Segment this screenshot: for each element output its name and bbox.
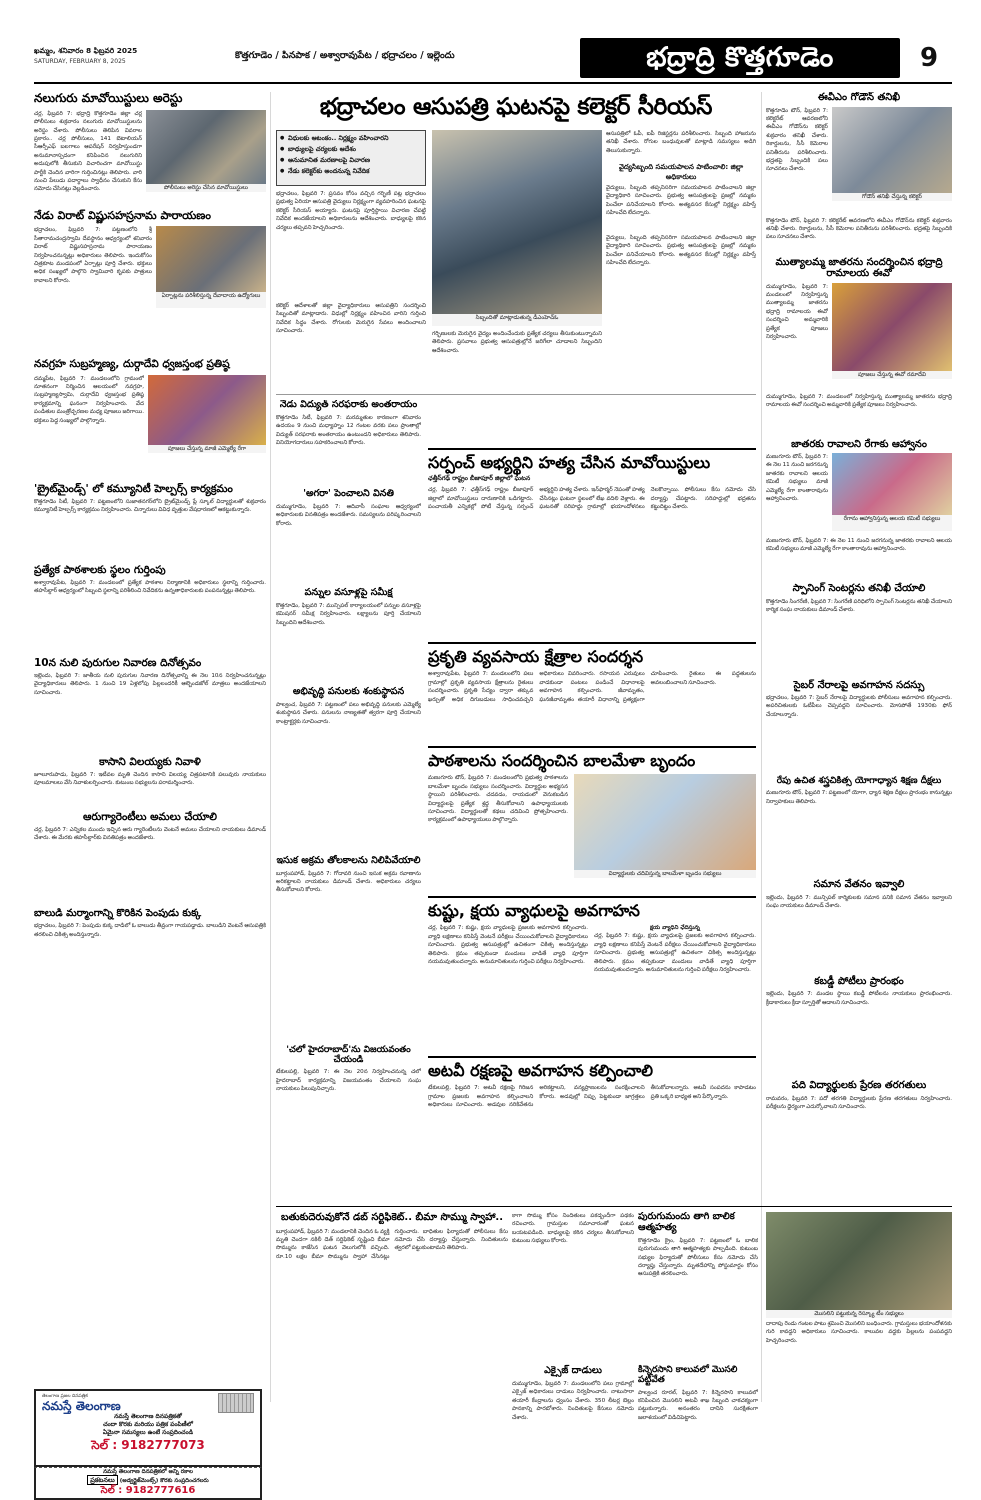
edition-title xyxy=(580,38,900,78)
body-text: దుమ్ముగూడెం, ఫిబ్రవరి 7: ఆదివాసీ సంఘాల ఆధ్వర్యంలో అధికారులకు వినతిపత్రం అందజేశారు. సమస్యలను పరిష్కరించాలని కోరారు. xyxy=(276,503,421,527)
headline: కబడ్డీ పోటీలు ప్రారంభం xyxy=(814,975,904,987)
lead-photo-wrap xyxy=(432,130,602,326)
newspaper-stack-icon xyxy=(218,1393,254,1413)
body-text: దుమ్ముగూడెం, ఫిబ్రవరి 7: మండలంలోని పలు గ్రామాల్లో ఎక్సైజ్ అధికారులు దాడులు నిర్వహించారు. నాటుసారా తయారీ కేంద్రాలను ధ్వంసం చేశారు. 350 లీటర్ల బెల్లం పానకాన్ని పారబోశారు. నిందితులపై కేసులు నమోదు చేశారు. xyxy=(512,1380,634,1421)
body-text: చర్ల, ఫిబ్రవరి 7: కుష్టు, క్షయ వ్యాధులపై ప్రజలకు అవగాహన కల్పించారు. వ్యాధి లక్షణాలు కనిపిస్తే వెంటనే పరీక్షలు చేయించుకోవాలని వైద్యాధికారులు సూచించారు. ప్రభుత్వ ఆసుపత్రుల్లో ఉచితంగా చికిత్స అందిస్తున్నట్లు తెలిపారు. క్రమం తప్పకుండా మందులు వాడితే వ్యాధి పూర్తిగా నయమవుతుందన్నారు. అనుమానితులను గుర్తించి పరీక్షలు నిర్వహించారు. xyxy=(428,925,588,966)
body-text: చర్ల, ఫిబ్రవరి 7: ఎన్నికల ముందు ఇచ్చిన ఆరు గ్యారెంటీలను వెంటనే అమలు చేయాలని నాయకులు డిమాండ్ చేశారు. ఈ మేరకు తహసీల్దార్‌కు వినతిపత్రం అందజేశారు. xyxy=(34,826,266,842)
pooja-photo xyxy=(148,375,266,445)
body-text: కొత్తగూడెం సిటీ, ఫిబ్రవరి 7: మరమ్మతుల కారణంగా శనివారం ఉదయం 9 నుంచి మధ్యాహ్నం 12 గంటల వరకు పలు ప్రాంతాల్లో విద్యుత్ సరఫరాకు అంతరాయం ఉంటుందని అధికారులు తెలిపారు. వినియోగదారులు సహకరించాలని కోరారు. xyxy=(276,414,421,447)
lead-body-4: వైద్యులు, సిబ్బంది తప్పనిసరిగా సమయపాలన పాటించాలని జిల్లా వైద్యాధికారి సూచించారు. ప్రభుత్వ ఆసుపత్రులపై ప్రజల్లో నమ్మకం పెంచేలా పనిచేయాలని కోరారు. అత్యవసర కేసుల్లో నిర్లక్ష్యం వహిస్తే సహించేది లేదన్నారు. xyxy=(606,185,756,217)
photo-caption: పూజలు చేస్తున్న మాజీ ఎమ్మెల్యే రేగా xyxy=(148,445,266,453)
lead-subhead: వైద్యసిబ్బంది సమయపాలన పాటించాలి: జిల్లా అధికారులు xyxy=(618,163,744,181)
headline: స్పానింగ్ సెంటర్లను తనిఖీ చేయాలి xyxy=(792,583,926,594)
story-maoists-arrest xyxy=(34,92,266,198)
lead-body-5: గర్భిణులకు మెరుగైన వైద్యం అందించేందుకు ప్రత్యేక చర్యలు తీసుకుంటున్నామని తెలిపారు. ప్రసవాలు ప్రభుత్వ ఆసుపత్రుల్లోనే జరిగేలా చూడాలని సిబ్బందిని ఆదేశించారు. xyxy=(432,331,602,354)
body-text: ఇల్లెందు, ఫిబ్రవరి 7: మండల స్థాయి కబడ్డీ పోటీలను నాయకులు ప్రారంభించారు. క్రీడాకారులు క్రీడా స్ఫూర్తితో ఆడాలని సూచించారు. xyxy=(766,991,952,1006)
maoists-photo xyxy=(146,110,266,184)
ad-line1: నమస్తే తెలంగాణ దినపత్రికతో xyxy=(114,1413,182,1420)
body-text: మణుగూరు టౌన్, ఫిబ్రవరి 7: ఈ నెల 11 నుంచి జరగనున్న జాతరకు రావాలని ఆలయ కమిటీ సభ్యులు మాజీ ఎమ్మెల్యే రేగా కాంతారావును ఆహ్వానించారు. xyxy=(766,454,828,503)
masthead-rule xyxy=(34,82,952,84)
body-text: అశ్వారావుపేట, ఫిబ్రవరి 7: మండలంలో ప్రత్యేక పాఠశాల నిర్మాణానికి అధికారులు స్థలాన్ని గుర్తించారు. తహసీల్దార్ ఆధ్వర్యంలో సిబ్బంది స్థలాన్ని పరిశీలించి నివేదికను ఉన్నతాధికారులకు పంపనున్నట్లు తెలిపారు. xyxy=(34,579,266,595)
headline: సర్పంచ్ అభ్యర్థిని హత్య చేసిన మావోయిస్టులు xyxy=(428,453,711,472)
headline: ఎక్సైజ్ దాడులు xyxy=(544,1365,602,1376)
headline: పది విద్యార్థులకు ప్రేరణ తరగతులు xyxy=(791,1080,927,1092)
body-text: దుమ్ముగూడెం, ఫిబ్రవరి 7: మండలంలో నిర్వహిస్తున్న ముత్యాలమ్మ జాతరను భద్రాద్రి రామాలయ ఈవో సందర్శించి అమ్మవారికి ప్రత్యేక పూజలు నిర్వహించారు. xyxy=(766,393,952,408)
subhead-box xyxy=(606,130,756,230)
edition-title-text: భద్రాద్రి కొత్తగూడెం xyxy=(646,42,834,73)
headline: కాసాని విలయ్యకు నివాళి xyxy=(99,755,201,768)
lead-body-2: కలెక్టర్ ఆదేశాలతో జిల్లా వైద్యాధికారులు ఆసుపత్రిని సందర్శించి సిబ్బందితో మాట్లాడారు. విధుల్లో నిర్లక్ష్యం వహించిన వారిని గుర్తించి నివేదిక సిద్ధం చేశారు. రోగులకు మెరుగైన సేవలు అందించాలని సూచించారు. xyxy=(276,303,426,335)
story-forest xyxy=(428,1056,756,1168)
divider xyxy=(270,92,271,1402)
headline: ఈవీఎం గోడౌన్ తనిఖీ xyxy=(817,92,901,103)
body-text: కాగా సొమ్ము కోసం నిందితులు పకడ్బందీగా పథకం రచించారు. గ్రామస్తుల సమాచారంతో ఘటన బయటపడింది. బాధ్యులపై కఠిన చర్యలు తీసుకోవాలని కుటుంబ సభ్యులు కోరారు. xyxy=(512,1213,634,1245)
photo-caption: పోలీసులు అరెస్టు చేసిన మావోయిస్టులు xyxy=(146,184,266,192)
headline: బతుకుదెరువుకోనే డబ్ సర్టిఫికెట్.. బీమా సొమ్ము స్వాహా.. xyxy=(280,1212,504,1223)
ad-phone2: సెల్ : 9182777616 xyxy=(100,1485,196,1496)
story-girl-suicide xyxy=(638,1212,758,1498)
crocodile-photo xyxy=(766,1212,952,1310)
body-text: భద్రాచలం, ఫిబ్రవరి 7: పట్టణంలోని శ్రీ సీతారామచంద్రస్వామి దేవస్థానం ఆధ్వర్యంలో శనివారం విరాట్ విష్ణుసహస్రనామ పారాయణం నిర్వహించనున్నట్లు అధికారులు తెలిపారు. ఇందుకోసం చిత్రకూట మండపంలో ఏర్పాట్లు పూర్తి చేశారు. భక్తులు అధిక సంఖ్యలో పాల్గొని స్వామివారి కృపకు పాత్రులు కావాలని కోరారు. xyxy=(34,227,152,284)
lead-body-3: ఆసుపత్రిలో ఓపీ, ఐపీ రిజిస్టర్లను పరిశీలించారు. సిబ్బంది హాజరును తనిఖీ చేశారు. రోగుల బంధువులతో మాట్లాడి సమస్యలు అడిగి తెలుసుకున్నారు. xyxy=(606,131,756,154)
dateline: ఖమ్మం, శనివారం 8 ఫిబ్రవరి 2025 xyxy=(34,46,138,55)
headline: 10న నులి పురుగుల నివారణ దినోత్సవం xyxy=(34,656,202,669)
ad-line4: నమస్తే తెలంగాణ దినపత్రికలో అన్ని రకాల xyxy=(103,1469,193,1475)
ad-phone1: సెల్ : 9182777073 xyxy=(91,1438,205,1452)
body-text: కొత్తగూడెం టౌన్, ఫిబ్రవరి 7: కలెక్టరేట్ ఆవరణలోని ఈవీఎం గోడౌన్‌ను కలెక్టర్ శుక్రవారం తనిఖీ చేశారు. రికార్డులను, సీసీ కెమెరాల పనితీరును పరిశీలించారు. భద్రతపై సిబ్బందికి పలు సూచనలు చేశారు. xyxy=(766,217,952,241)
body-text: కొత్తగూడెం టౌన్, ఫిబ్రవరి 7: కలెక్టరేట్ ఆవరణలోని ఈవీఎం గోడౌన్‌ను కలెక్టర్ శుక్రవారం తనిఖీ చేశారు. రికార్డులను, సీసీ కెమెరాల పనితీరును పరిశీలించారు. భద్రతపై సిబ్బందికి పలు సూచనలు చేశారు. xyxy=(766,107,828,173)
headline: సమాన వేతనం ఇవ్వాలి xyxy=(813,879,905,891)
briefs-column xyxy=(276,400,421,1240)
body-text: దుమ్ముగూడెం, ఫిబ్రవరి 7: మండలంలో నిర్వహిస్తున్న ముత్యాలమ్మ జాతరను భద్రాద్రి రామాలయ ఈవో సందర్శించి అమ్మవారికి ప్రత్యేక పూజలు నిర్వహించారు. xyxy=(766,283,828,340)
headline: 'అగరా' పెంచాలని వినతి xyxy=(303,487,394,499)
ad-line5-boxed: ప్రకటనలు xyxy=(87,1475,117,1485)
body-text: కొత్తగూడెం క్రైం, ఫిబ్రవరి 7: పట్టణంలో ఓ బాలిక పురుగుమందు తాగి ఆత్మహత్యకు పాల్పడింది. కుటుంబ సభ్యుల ఫిర్యాదుతో పోలీసులు కేసు నమోదు చేసి దర్యాప్తు చేస్తున్నారు. మృతదేహాన్ని పోస్టుమార్టం కోసం ఆసుపత్రికి తరలించారు. xyxy=(638,1237,758,1278)
photo-caption: రేగాను ఆహ్వానిస్తున్న ఆలయ కమిటీ సభ్యులు xyxy=(832,515,952,531)
headline: సైబర్ నేరాలపై అవగాహన సదస్సు xyxy=(793,679,925,691)
headline: అభివృద్ధి పనులకు శంకుస్థాపన xyxy=(292,685,405,697)
page-number: 9 xyxy=(919,43,939,73)
body-text: టేకులపల్లి, ఫిబ్రవరి 7: అటవీ రక్షణపై గిరిజన గ్రామాల ప్రజలకు అవగాహన కల్పించాలని అధికారులు సూచించారు. అడవుల నరికివేతను అరికట్టాలని, వన్యప్రాణులను సంరక్షించాలని కోరారు. అడవుల్లో నిప్పు పెట్టకుండా జాగ్రత్తలు తీసుకోవాలన్నారు. అటవీ సంపదను కాపాడటం ప్రతి ఒక్కరి బాధ్యత అని పేర్కొన్నారు. xyxy=(428,1085,756,1109)
story-leprosy-tb xyxy=(428,896,756,1052)
headline: రేపు ఉచిత శస్త్రచికిత్స యోగాధ్యాన శిక్షణ దీక్షలు xyxy=(776,776,942,786)
jathara-photo xyxy=(832,283,952,371)
body-text: బూర్గంపహాడ్, ఫిబ్రవరి 7: గోదావరి నుంచి ఇసుక అక్రమ రవాణాను అరికట్టాలని నాయకులు డిమాండ్ చేశారు. అధికారులు చర్యలు తీసుకోవాలని కోరారు. xyxy=(276,870,421,894)
insurance-fraud-cont xyxy=(512,1212,634,1498)
headline: అటవీ రక్షణపై అవగాహన కల్పించాలి xyxy=(428,1061,654,1080)
headline: 'బ్రైట్‌మైండ్స్' లో కమ్యూనిటీ హెల్పర్స్ కార్యక్రమం xyxy=(34,482,233,495)
photo-caption: ఏర్పాట్లను పరిశీలిస్తున్న దేవాదాయ ఉద్యోగులు xyxy=(156,292,266,308)
masthead xyxy=(0,0,981,88)
ad-brand: నమస్తే తెలంగాణ xyxy=(42,1398,121,1413)
invitation-photo xyxy=(832,453,952,515)
ad-line5-rest: (అడ్వర్టైజ్‌మెంట్స్) కొరకు సంప్రదించగలరు xyxy=(119,1478,209,1484)
bottom-rule xyxy=(276,1206,952,1207)
photo-caption: సిబ్బందితో మాట్లాడుతున్న డీఎంహెచ్‌ఓ xyxy=(432,314,602,326)
story-vishnu-sahasranama xyxy=(34,210,266,351)
edition-places: కొత్తగూడెం / పినపాక / అశ్వారావుపేట / భద్రాచలం / ఇల్లెందు xyxy=(235,50,455,61)
body-text: పాల్వంచ రూరల్, ఫిబ్రవరి 7: కిన్నెరసాని కాలువలో కనిపించిన మొసలిని అటవీ శాఖ సిబ్బంది చాకచక్యంగా పట్టుకున్నారు. అనంతరం దానిని సురక్షితంగా జలాశయంలో విడిచిపెట్టారు. xyxy=(638,1389,758,1421)
body-text: ఇల్లెందు, ఫిబ్రవరి 7: జాతీయ నులి పురుగుల నివారణ దినోత్సవాన్ని ఈ నెల 10న నిర్వహించనున్నట్లు వైద్యాధికారులు తెలిపారు. 1 నుంచి 19 ఏళ్లలోపు పిల్లలందరికీ ఆల్బెండజోల్ మాత్రలు అందజేయాలని సూచించారు. xyxy=(34,672,266,696)
body-text: కొత్తగూడెం, ఫిబ్రవరి 7: మున్సిపల్ కార్యాలయంలో పన్నుల వసూళ్లపై కమిషనర్ సమీక్ష నిర్వహించారు. లక్ష్యాలను పూర్తి చేయాలని సిబ్బందిని ఆదేశించారు. xyxy=(276,602,421,626)
subhead: ఛత్తీస్‌గఢ్ రాష్ట్రం బీజాపూర్ జిల్లాలో ఘటన xyxy=(428,475,531,483)
right-column xyxy=(766,92,952,1202)
body-text: టేకులపల్లి, ఫిబ్రవరి 7: ఈ నెల 20న నిర్వహించనున్న చలో హైదరాబాద్ కార్యక్రమాన్ని విజయవంతం చేయాలని సంఘ నాయకులు పిలుపునిచ్చారు. xyxy=(276,1069,421,1093)
lead-headline: భద్రాచలం ఆసుపత్రి ఘటనపై కలెక్టర్ సీరియస్ xyxy=(319,94,713,120)
headline: కుష్టు, క్షయ వ్యాధులపై అవగాహన xyxy=(428,901,640,920)
lead-photo xyxy=(432,130,602,314)
body-text: ఇల్లెందు, ఫిబ్రవరి 7: మున్సిపల్ కార్మికులకు సమాన పనికి సమాన వేతనం ఇవ్వాలని సంఘ నాయకులు డిమాండ్ చేశారు. xyxy=(766,894,952,910)
ad-line3: ఏమైనా సమస్యలు ఉంటే సంప్రదించండి xyxy=(102,1429,194,1436)
headline: జాతరకు రావాలని రేగాకు ఆహ్వానం xyxy=(791,438,927,450)
body-text: బూర్గంపహాడ్, ఫిబ్రవరి 7: మండలానికి చెందిన ఓ వ్యక్తి మృతి చెందగా నకిలీ డెత్ సర్టిఫికెట్ సృష్టించి బీమా సొమ్మును కాజేసిన ఘటన వెలుగులోకి వచ్చింది. రూ.10 లక్షల బీమా సొమ్మును స్వాహా చేసినట్లు గుర్తించారు. బాధితుల ఫిర్యాదుతో పోలీసులు కేసు నమోదు చేసి దర్యాప్తు చేస్తున్నారు. నిందితులను త్వరలో పట్టుకుంటామని తెలిపారు. xyxy=(276,1228,508,1260)
headline: ఆరుగ్యారెంటీలు అమలు చేయాలి xyxy=(83,810,217,823)
headline: నలుగురు మావోయిస్టులు అరెస్టు xyxy=(34,92,183,105)
headline: పాఠశాలను సందర్శించిన బాలమేళా బృందం xyxy=(428,751,696,770)
crocodile-rescue xyxy=(766,1212,952,1498)
highlight-3: ● అనుమానిత మరణాలపై విచారణ xyxy=(280,155,422,166)
ad-line2: చందా కొరకు మరియు పత్రిక పంపిణీలో xyxy=(103,1421,193,1428)
body-text: రామవరం, ఫిబ్రవరి 7: పదో తరగతి విద్యార్థులకు ప్రేరణ తరగతులు నిర్వహించారు. పరీక్షలను ధైర్యంగా ఎదుర్కోవాలని సూచించారు. xyxy=(766,1095,952,1111)
headline: ఇసుక అక్రమ తోలకాలను నిలిపివేయాలి xyxy=(276,854,421,866)
headline: కిన్నెరసాని కాలువలో మొసలి పట్టివేత xyxy=(638,1364,738,1386)
headline: ప్రత్యేక పాఠశాలకు స్థలం గుర్తింపు xyxy=(34,563,166,576)
body-text: దమ్మపేట, ఫిబ్రవరి 7: మండలంలోని గ్రామంలో నూతనంగా నిర్మించిన ఆలయంలో నవగ్రహ, సుబ్రహ్మణ్యస్వామి, దుర్గాదేవి ధ్వజస్తంభ ప్రతిష్ఠ కార్యక్రమాన్ని ఘనంగా నిర్వహించారు. వేద పండితుల మంత్రోచ్ఛరణల మధ్య పూజలు జరిగాయి. భక్తులు పెద్ద సంఖ్యలో పాల్గొన్నారు. xyxy=(34,375,144,424)
highlights-box xyxy=(276,130,426,186)
dateline-en: SATURDAY, FEBRUARY 8, 2025 xyxy=(34,58,126,65)
body-text: చర్ల, ఫిబ్రవరి 7: భద్రాద్రి కొత్తగూడెం జిల్లా చర్ల పోలీసులు శుక్రవారం నలుగురు మావోయిస్టులను అరెస్టు చేశారు. పోలీసులు తెలిపిన వివరాల ప్రకారం.. చర్ల పోలీసులు, 141 బెటాలియన్ సీఆర్పీఎఫ్ బలగాలు ఆపరేషన్ నిర్వహిస్తుండగా అనుమానాస్పదంగా కనిపించిన నలుగురిని అదుపులోకి తీసుకుని విచారించగా మావోయిస్టు పార్టీకి చెందిన వారిగా గుర్తించినట్లు తెలిపారు. వారి నుంచి పేలుడు పదార్థాలు స్వాధీనం చేసుకుని కేసు నమోదు చేసినట్లు వెల్లడించారు. xyxy=(34,110,142,193)
story-balamela xyxy=(428,746,756,892)
photo-caption: మొసలిని పట్టుకున్న రెస్క్యూ టీం సభ్యులు xyxy=(766,1310,952,1318)
body-text: జూలూరుపాడు, ఫిబ్రవరి 7: ఇటీవల మృతి చెందిన కాసాని విలయ్య చిత్రపటానికి పలువురు నాయకులు పూలమాలలు వేసి నివాళులర్పించారు. కుటుంబ సభ్యులను పరామర్శించారు. xyxy=(34,771,266,787)
lead-story xyxy=(276,92,756,446)
body-text: మణుగూరు టౌన్, ఫిబ్రవరి 7: ఈ నెల 11 నుంచి జరగనున్న జాతరకు రావాలని ఆలయ కమిటీ సభ్యులు మాజీ ఎమ్మెల్యే రేగా కాంతారావును ఆహ్వానించారు. xyxy=(766,538,952,553)
headline: నేడు విద్యుత్ సరఫరాకు అంతరాయం xyxy=(279,400,418,410)
photo-caption: విద్యార్థులకు చదివిస్తున్న బాలమేళా బృందం సభ్యులు xyxy=(574,870,756,878)
highlight-4: ● నేడు కలెక్టర్‌కు అందనున్న నివేదిక xyxy=(280,166,422,177)
body-text: అశ్వారావుపేట, ఫిబ్రవరి 7: మండలంలోని పలు గ్రామాల్లో ప్రకృతి వ్యవసాయ క్షేత్రాలను రైతులు సందర్శించారు. ప్రకృతి సేద్యం ద్వారా తక్కువ ఖర్చుతో అధిక దిగుబడులు సాధించవచ్చని అధికారులు వివరించారు. రసాయన ఎరువులు వాడకుండా పంటలు పండించే విధానాలపై అవగాహన కల్పించారు. జీవామృతం, ఘనజీవామృతం తయారీ విధానాన్ని ప్రత్యక్షంగా చూపించారు. రైతులు ఈ పద్ధతులను అవలంబించాలని సూచించారు. xyxy=(428,671,756,703)
lead-body-1: భద్రాచలం, ఫిబ్రవరి 7: ప్రసవం కోసం వచ్చిన గర్భిణీ పట్ల భద్రాచలం ప్రభుత్వ ఏరియా ఆసుపత్రి వైద్యులు నిర్లక్ష్యంగా వ్యవహరించిన ఘటనపై కలెక్టర్ సీరియస్ అయ్యారు. ఘటనపై పూర్తిస్థాయి విచారణ చేపట్టి నివేదిక అందజేయాలని అధికారులను ఆదేశించారు. బాధ్యులపై కఠిన చర్యలు తప్పవని హెచ్చరించారు. xyxy=(276,191,426,231)
evm-godown-photo xyxy=(832,107,952,193)
lead-rule xyxy=(276,394,756,395)
body-text: దాదాపు రెండు గంటల పాటు శ్రమించి మొసలిని బంధించారు. గ్రామస్తులు భయాందోళనకు గురి కావద్దని అధికారులు సూచించారు. కాలువల వద్దకు పిల్లలను పంపవద్దని హెచ్చరించారు. xyxy=(766,1321,952,1344)
highlight-1: ● విధులకు ఆటంకం.. నిర్లక్ష్యం వహించారని xyxy=(280,133,422,144)
headline: ప్రకృతి వ్యవసాయ క్షేత్రాల సందర్శన xyxy=(428,647,644,666)
photo-caption: గోడౌన్ తనిఖీ చేస్తున్న కలెక్టర్ xyxy=(832,193,952,201)
headline: పన్నుల వసూళ్లపై సమీక్ష xyxy=(304,586,393,598)
temple-photo xyxy=(156,226,266,292)
classroom-photo xyxy=(574,774,756,870)
photo-caption: క్షయ వ్యాధిని ఛేదిస్తున్న xyxy=(650,925,700,932)
ad-tagline: తెలంగాణ ప్రజల దినపత్రిక xyxy=(42,1393,88,1399)
headline: నవగ్రహ సుబ్రహ్మణ్య, దుర్గాదేవి ధ్వజస్తంభ ప్రతిష్ఠ xyxy=(34,358,230,371)
left-column xyxy=(34,92,266,1384)
body-text: మణుగూరు టౌన్, ఫిబ్రవరి 7: మండలంలోని ప్రభుత్వ పాఠశాలను బాలమేళా బృందం సభ్యులు సందర్శించారు. విద్యార్థుల అభ్యసన స్థాయిని పరిశీలించారు. చదవడం, రాయడంలో వెనుకబడిన విద్యార్థులపై ప్రత్యేక శ్రద్ధ తీసుకోవాలని ఉపాధ్యాయులకు సూచించారు. విద్యార్థులతో కథలు చదివించి ప్రోత్సహించారు. కార్యక్రమంలో ఉపాధ్యాయులు పాల్గొన్నారు. xyxy=(428,775,568,824)
body-text: కొత్తగూడెం సిటీ, ఫిబ్రవరి 7: పట్టణంలోని సుజాతనగర్‌లోని బ్రైట్‌మైండ్స్ ప్లే స్కూల్ విద్యార్థులతో శుక్రవారం కమ్యూనిటీ హెల్పర్స్ కార్యక్రమం నిర్వహించారు. చిన్నారులు వివిధ వృత్తుల వేషధారణలో ఆకట్టుకున్నారు. xyxy=(34,498,266,513)
headline: ముత్యాలమ్మ జాతరను సందర్శించిన భద్రాద్రి రామాలయ ఈవో xyxy=(775,256,943,279)
namaste-telangana-ad xyxy=(34,1389,262,1467)
body-text: చర్ల, ఫిబ్రవరి 7: ఛత్తీస్‌గఢ్ రాష్ట్రం బీజాపూర్ జిల్లాలో మావోయిస్టులు దారుణానికి ఒడిగట్టారు. పంచాయతీ ఎన్నికల్లో పోటీ చేస్తున్న సర్పంచ్ అభ్యర్థిని హత్య చేశారు. ఇన్‌ఫార్మర్ నెపంతో హత్య చేసినట్లు ఘటనా స్థలంలో లేఖ వదిలి వెళ్లారు. ఈ ఘటనతో సరిహద్దు గ్రామాల్లో భయాందోళనలు నెలకొన్నాయి. పోలీసులు కేసు నమోదు చేసి దర్యాప్తు చేపట్టారు. సరిహద్దుల్లో భద్రతను కట్టుదిట్టం చేశారు. xyxy=(428,487,756,511)
body-text: చర్ల, ఫిబ్రవరి 7: కుష్టు, క్షయ వ్యాధులపై ప్రజలకు అవగాహన కల్పించారు. వ్యాధి లక్షణాలు కనిపిస్తే వెంటనే పరీక్షలు చేయించుకోవాలని వైద్యాధికారులు సూచించారు. ప్రభుత్వ ఆసుపత్రుల్లో ఉచితంగా చికిత్స అందిస్తున్నట్లు తెలిపారు. క్రమం తప్పకుండా మందులు వాడితే వ్యాధి పూర్తిగా నయమవుతుందన్నారు. అనుమానితులను గుర్తించి పరీక్షలు నిర్వహించారు. xyxy=(594,933,756,974)
headline: నేడు విరాట్ విష్ణుసహస్రనామ పారాయణం xyxy=(34,208,211,222)
body-text: కొత్తగూడెం సింగరేణి, ఫిబ్రవరి 7: సింగరేణి పరిధిలోని స్పానింగ్ సెంటర్లను తనిఖీ చేయాలని కార్మిక సంఘ నాయకులు డిమాండ్ చేశారు. xyxy=(766,598,952,613)
body-text: భద్రాచలం, ఫిబ్రవరి 7: పెంపుడు కుక్క దాడిలో ఓ బాలుడు తీవ్రంగా గాయపడ్డాడు. బాలుడిని వెంటనే ఆసుపత్రికి తరలించి చికిత్స అందిస్తున్నారు. xyxy=(34,923,266,938)
body-text: భద్రాచలం, ఫిబ్రవరి 7: సైబర్ నేరాలపై విద్యార్థులకు పోలీసులు అవగాహన కల్పించారు. అపరిచితులకు ఓటీపీలు చెప్పవద్దని సూచించారు. మోసపోతే 1930కు ఫోన్ చేయాలన్నారు. xyxy=(766,695,952,718)
headline: బాలుడి మర్మాంగాన్ని కొరికిన పెంపుడు కుక్క xyxy=(34,907,202,919)
story-natural-farming xyxy=(428,642,756,742)
story-dhwajasthambham xyxy=(34,358,266,474)
body-text: పాల్వంచ, ఫిబ్రవరి 7: పట్టణంలో పలు అభివృద్ధి పనులకు ఎమ్మెల్యే శంకుస్థాపన చేశారు. పనులను నాణ్యతతో త్వరగా పూర్తి చేయాలని కాంట్రాక్టర్లకు సూచించారు. xyxy=(276,701,421,725)
headline: 'చలో హైదరాబాద్'ను విజయవంతం చేయండి xyxy=(286,1044,411,1065)
lead-body-6: వైద్యులు, సిబ్బంది తప్పనిసరిగా సమయపాలన పాటించాలని జిల్లా వైద్యాధికారి సూచించారు. ప్రభుత్వ ఆసుపత్రులపై ప్రజల్లో నమ్మకం పెంచేలా పనిచేయాలని కోరారు. అత్యవసర కేసుల్లో నిర్లక్ష్యం వహిస్తే సహించేది లేదన్నారు. xyxy=(606,235,756,267)
namaste-telangana-ad-2 xyxy=(34,1467,262,1500)
story-sarpanch xyxy=(428,448,756,638)
photo-caption: పూజలు చేస్తున్న ఈవో రమాదేవి xyxy=(832,371,952,379)
highlight-2: ● బాధ్యులపై చర్యలకు ఆదేశం xyxy=(280,144,422,155)
story-insurance-fraud xyxy=(276,1212,508,1498)
body-text: మణుగూరు టౌన్, ఫిబ్రవరి 7: పట్టణంలో యోగా, ధ్యాన శిక్షణ దీక్షలు ప్రారంభం కానున్నట్లు నిర్వాహకులు తెలిపారు. xyxy=(766,790,952,805)
headline: పురుగుమందు తాగి బాలిక ఆత్మహత్య xyxy=(638,1212,735,1233)
